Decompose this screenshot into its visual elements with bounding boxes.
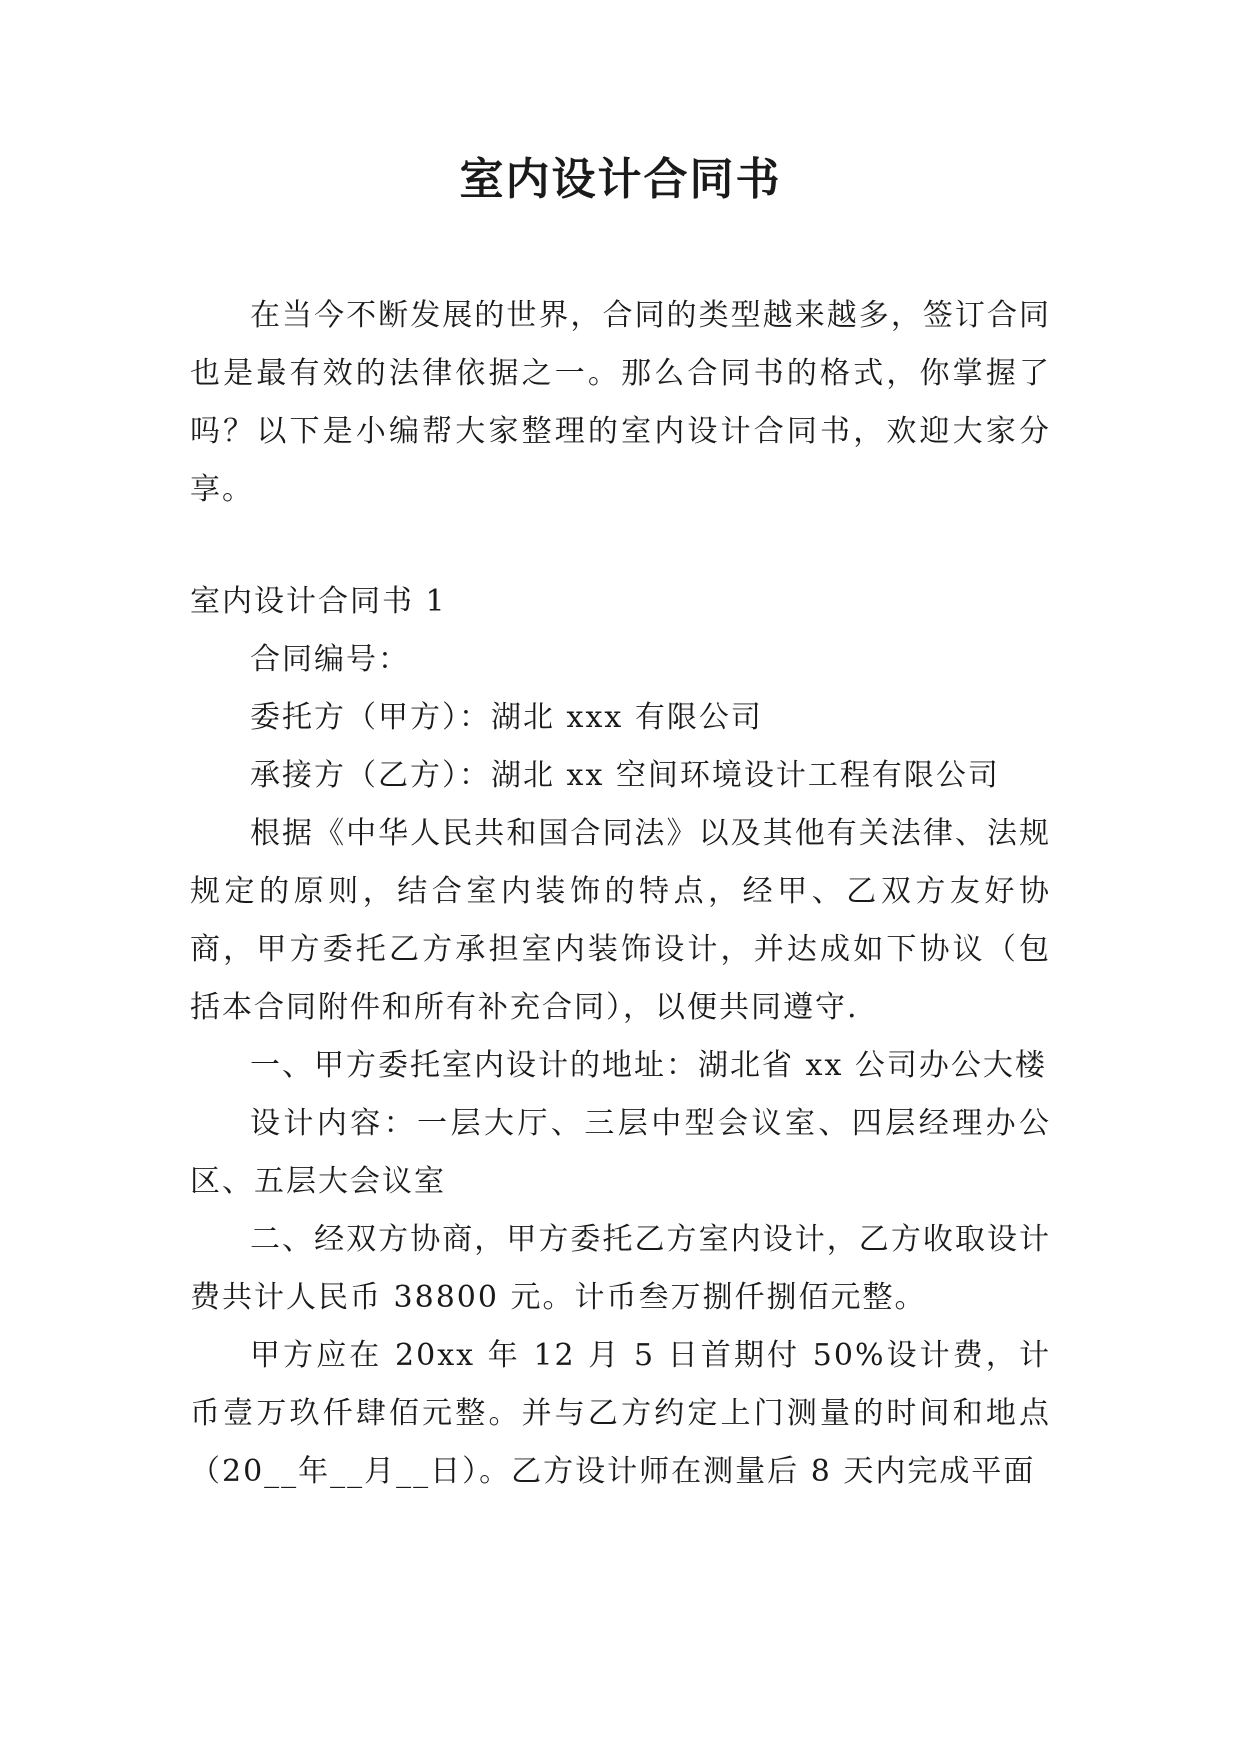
design-content-paragraph: 设计内容：一层大厅、三层中型会议室、四层经理办公区、五层大会议室 <box>190 1106 1051 1199</box>
basis-paragraph: 根据《中华人民共和国合同法》以及其他有关法律、法规规定的原则，结合室内装饰的特点，经甲、乙双方友好协商，甲方委托乙方承担室内装饰设计，并达成如下协议（包括本合同附件和所有补充合同），以便共同遵守. <box>190 816 1051 1025</box>
contract-number-line: 合同编号： <box>250 642 410 677</box>
document-body <box>190 287 1051 1501</box>
clause-2-paragraph: 二、经双方协商，甲方委托乙方室内设计，乙方收取设计费共计人民币 38800 元。计币叁万捌仟捌佰元整。 <box>190 1222 1051 1315</box>
document-title: 室内设计合同书 <box>459 154 782 205</box>
clause-1-paragraph: 一、甲方委托室内设计的地址：湖北省 xx 公司办公大楼 <box>250 1048 1047 1083</box>
party-b-line: 承接方（乙方）：湖北 xx 空间环境设计工程有限公司 <box>250 758 1000 793</box>
party-a-line: 委托方（甲方）：湖北 xxx 有限公司 <box>250 700 763 735</box>
payment-paragraph: 甲方应在 20xx 年 12 月 5 日首期付 50%设计费，计币壹万玖仟肆佰元整。并与乙方约定上门测量的时间和地点（20__年__月__日）。乙方设计师在测量后 8 天内完成平面 <box>190 1338 1051 1489</box>
intro-paragraph: 在当今不断发展的世界，合同的类型越来越多，签订合同也是最有效的法律依据之一。那么合同书的格式，你掌握了吗？以下是小编帮大家整理的室内设计合同书，欢迎大家分享。 <box>190 298 1051 507</box>
section-heading: 室内设计合同书 1 <box>190 584 447 619</box>
